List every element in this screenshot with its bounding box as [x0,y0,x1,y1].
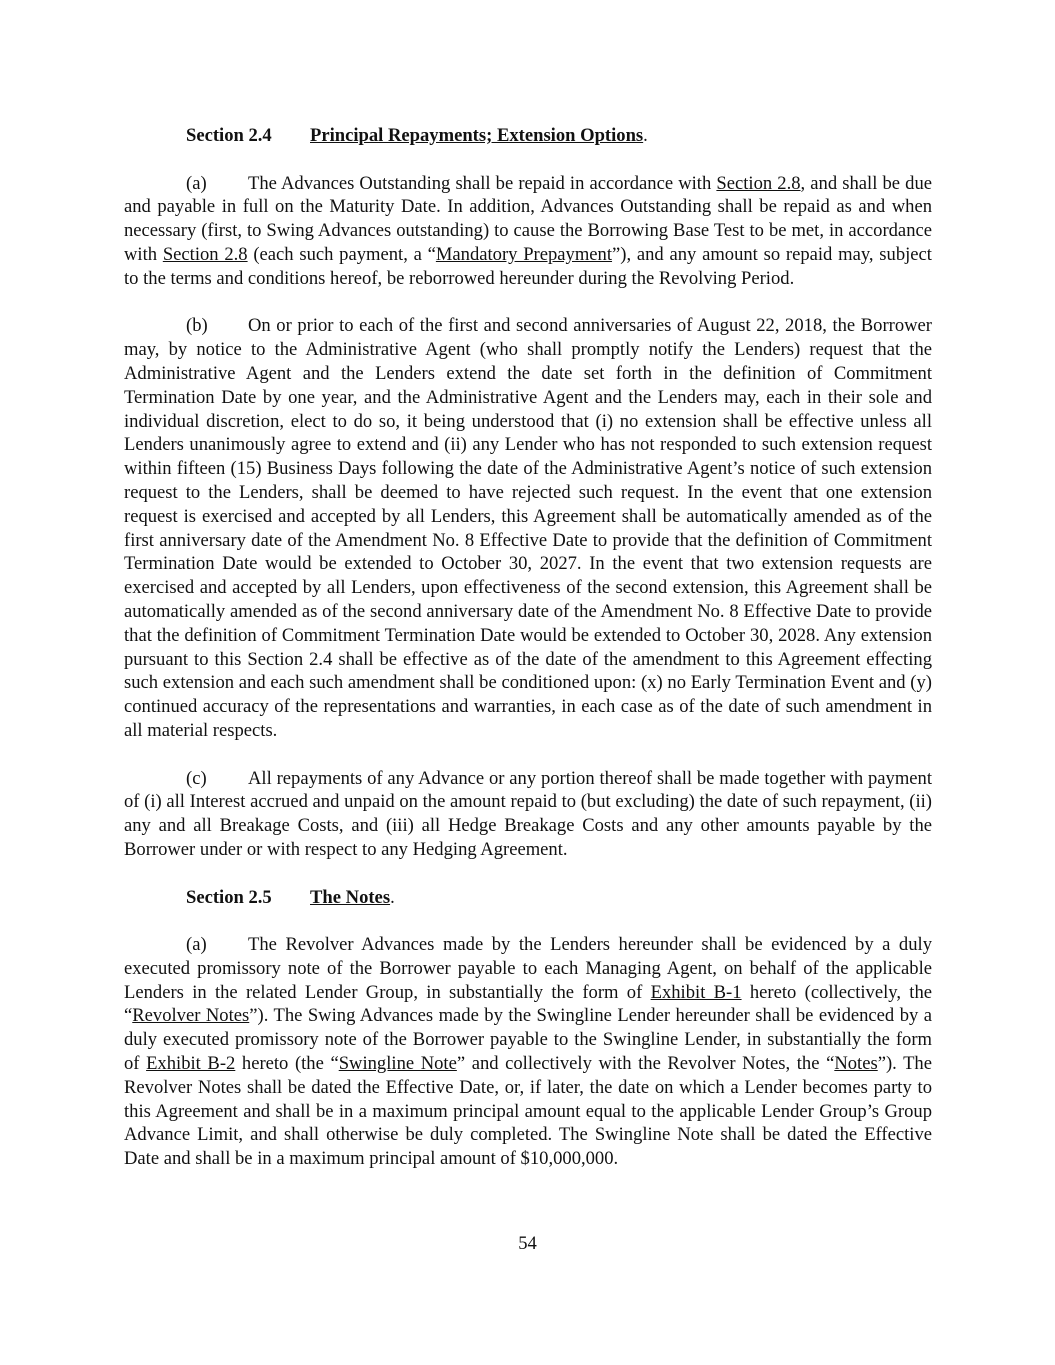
para-label: (a) [186,172,207,194]
cross-reference: Exhibit B-2 [146,1053,236,1075]
para-text: ”). The Swing Advances made by the Swingline Lender hereunder shall be evidenced by a duly executed promissory note of the Borrower payable to the Swingline Lender, in substantially the form of [124,1005,932,1075]
para-label: (b) [186,315,208,337]
para-text: The Revolver Advances made by the Lenders hereunder shall be evidenced by a duly executed promissory note of the Borrower payable to each Managing Agent, on behalf of the applicable Lenders in the related Lender Group, in substantially the form of [124,934,932,1003]
section-title: Principal Repayments; Extension Options [310,125,644,146]
para-text: hereto (the “ [235,1053,339,1075]
para-label: (a) [186,934,207,956]
defined-term: Revolver Notes [132,1005,250,1027]
section-2-4-para-a [124,172,932,291]
section-2-4-heading: Section 2.4 Principal Repayments; Extension Options. [186,125,648,146]
document-page [124,124,932,1171]
para-text: (each such payment, a “ [247,243,436,265]
section-2-4-para-b [124,314,932,742]
page-number: 54 [518,1233,537,1254]
para-text: hereto (collectively, the “ [124,981,933,1027]
section-number: Section 2.5 [186,886,272,908]
defined-term: Swingline Note [338,1053,457,1075]
para-label: (c) [186,767,207,789]
para-text: , and shall be due and payable in full on the Maturity Date. In addition, Advances Outstanding shall be repaid as and when necessary (first, to Swing Advances outstanding) to cause the Borrowing Base Test to be met, in accordance with [124,172,933,265]
para-text: The Advances Outstanding shall be repaid in accordance with [248,172,717,194]
defined-term: Notes [834,1053,878,1075]
cross-reference: Section 2.8 [162,243,248,265]
section-number: Section 2.4 [186,125,272,146]
section-2-5-para-a [124,933,932,1171]
cross-reference: Section 2.8 [716,172,801,194]
section-2-4-para-c [124,767,932,862]
cross-reference: Exhibit B-1 [650,981,742,1003]
defined-term: Mandatory Prepayment [435,243,613,265]
para-text: On or prior to each of the first and second anniversaries of August 22, 2018, the Borrower may, by notice to the Administrative Agent (who shall promptly notify the Lenders) request that the Administrative Agent and the Lenders extend the date set forth in the definition of Commitment Termination Date by one year, and the Administrative Agent and the Lenders may, each in their sole and individual discretion, elect to do so, it being understood that (i) no extension shall be effective unless all Lenders unanimously agree to extend and (ii) any Lender who has not responded to such extension request within fifteen (15) Business Days following the date of the Administrative Agent’s notice of such extension request to the Lenders, shall be deemed to have rejected such request. In the event that one extension request is exercised and accepted by all Lenders, this Agreement shall be automatically amended as of the first anniversary date of the Amendment No. 8 Effective Date to provide that the definition of Commitment Termination Date would be extended to October 30, 2027. In the event that two extension requests are exercised and accepted by all Lenders, upon effectiveness of the second extension, this Agreement shall be automatically amended as of the second anniversary date of the Amendment No. 8 Effective Date to provide that the definition of Commitment Termination Date would be extended to October 30, 2028. Any extension pursuant to this Section 2.4 shall be effective as of the date of the amendment to this Agreement effecting such extension and each such amendment shall be conditioned upon: (x) no Early Termination Event and (y) continued accuracy of the representations and warranties, in each case as of the date of such amendment in all material respects. [124,315,932,741]
section-2-5-heading: Section 2.5 The Notes. [186,886,395,908]
para-text: ” and collectively with the Revolver Notes, the “ [456,1053,835,1075]
para-text: ”). The Revolver Notes shall be dated the Effective Date, or, if later, the date on which a Lender becomes party to this Agreement and shall be in a maximum principal amount equal to the applicable Lender Group’s Group Advance Limit, and shall otherwise be duly completed. The Swingline Note shall be dated the Effective Date and shall be in a maximum principal amount of $10,000,000. [124,1053,932,1170]
para-text: ”), and any amount so repaid may, subject to the terms and conditions hereof, be reborrowed hereunder during the Revolving Period. [124,243,932,289]
para-text: All repayments of any Advance or any portion thereof shall be made together with payment of (i) all Interest accrued and unpaid on the amount repaid to (but excluding) the date of such repayment, (ii) any and all Breakage Costs, and (iii) all Hedge Breakage Costs and any other amounts payable by the Borrower under or with respect to any Hedging Agreement. [124,767,932,860]
section-title: The Notes [310,886,391,908]
